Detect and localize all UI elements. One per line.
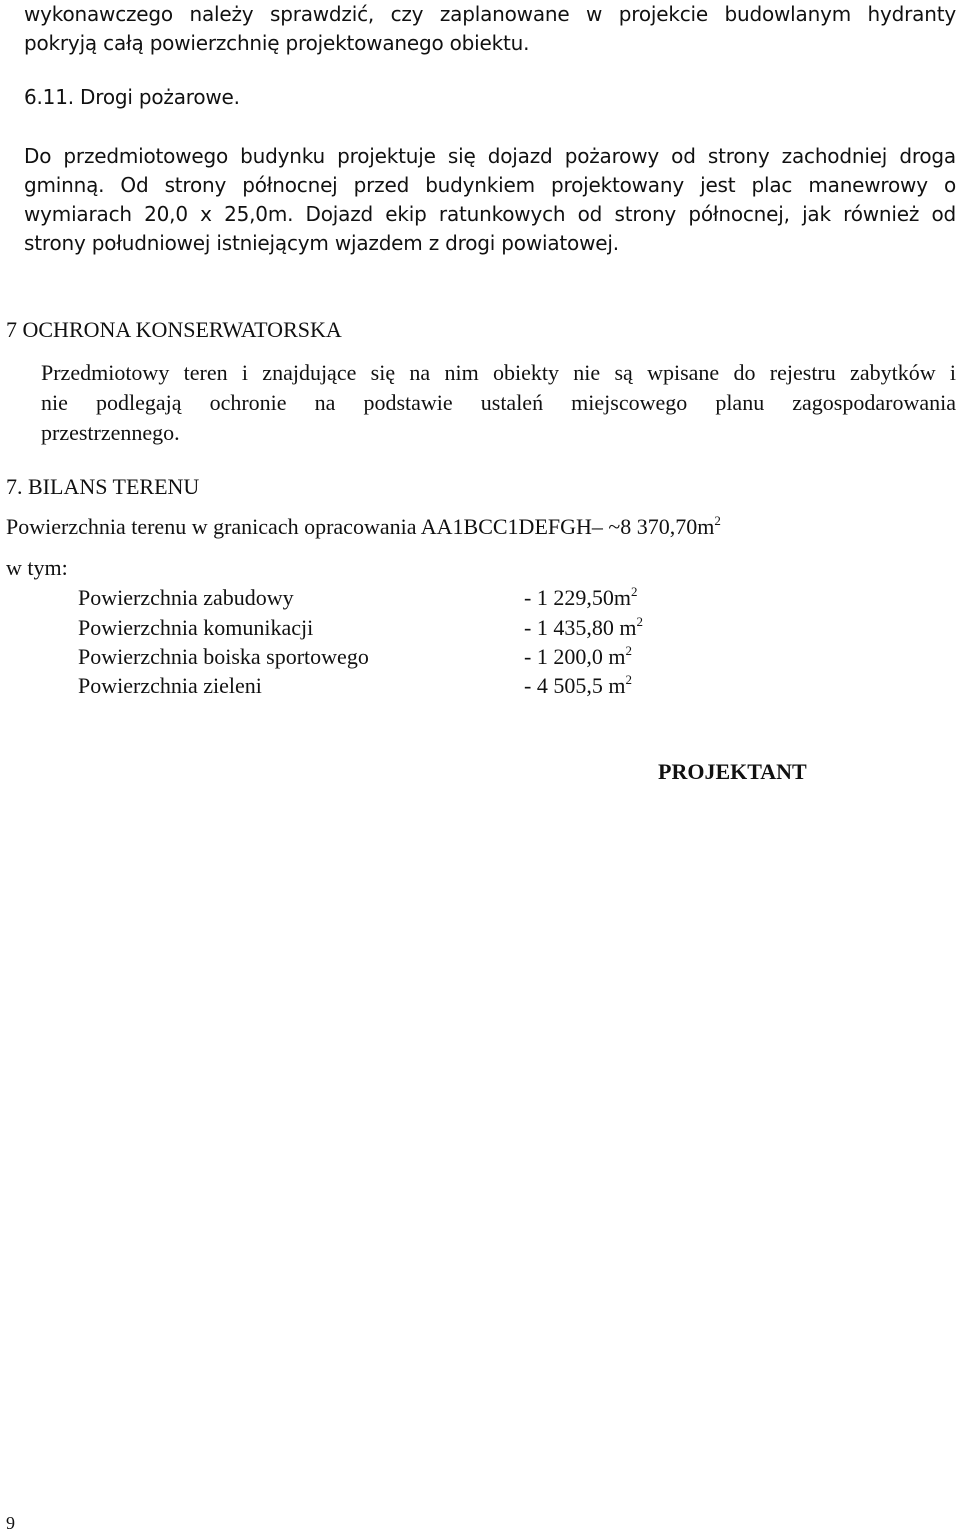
paragraph-line: wymiarach 20,0 x 25,0m. Dojazd ekip ratunkowych od strony północnej, jak również od [24, 202, 956, 226]
area-row [0, 671, 960, 700]
total-area-text: Powierzchnia terenu w granicach opracowania AA1BCC1DEFGH– ~8 370,70m [6, 514, 715, 539]
area-row [0, 642, 960, 671]
paragraph-line: strony południowej istniejącym wjazdem z drogi powiatowej. [24, 231, 619, 255]
area-row [0, 583, 960, 612]
section-heading-ochrona: 7 OCHRONA KONSERWATORSKA [6, 317, 342, 342]
paragraph-line: gminną. Od strony północnej przed budynkiem projektowany jest plac manewrowy o [24, 173, 956, 197]
area-label: Powierzchnia boiska sportowego [78, 644, 369, 669]
w-tym-label: w tym: [6, 555, 68, 580]
paragraph-line: nie podlegają ochronie na podstawie ustaleń miejscowego planu zagospodarowania [41, 390, 956, 415]
area-value: - 1 435,80 $m^2$ [524, 614, 643, 640]
total-area-sup: 2 [714, 513, 721, 528]
page-number: 9 [6, 1513, 15, 1533]
area-value: - 1 200,0 $m^2$ [524, 643, 632, 669]
area-value: - 1 $229,50m^2$ [524, 584, 638, 610]
area-label: Powierzchnia zieleni [78, 673, 262, 698]
signature-label: PROJEKTANT [658, 759, 807, 784]
total-area-line [6, 512, 721, 541]
area-row [0, 613, 960, 642]
section-heading-6-11: 6.11. Drogi pożarowe. [24, 85, 240, 109]
section-heading-bilans: 7. BILANS TERENU [6, 474, 200, 499]
area-label: Powierzchnia zabudowy [78, 585, 294, 610]
paragraph-line: przestrzennego. [41, 420, 180, 445]
area-value: - 4 505,5 $m^2$ [524, 672, 632, 698]
paragraph-line: Przedmiotowy teren i znajdujące się na nim obiekty nie są wpisane do rejestru zabytków i [41, 360, 956, 385]
paragraph-line: wykonawczego należy sprawdzić, czy zaplanowane w projekcie budowlanym hydranty [24, 2, 956, 26]
area-label: Powierzchnia komunikacji [78, 615, 314, 640]
paragraph-line: pokryją całą powierzchnię projektowanego obiektu. [24, 31, 530, 55]
paragraph-line: Do przedmiotowego budynku projektuje się dojazd pożarowy od strony zachodniej droga [24, 144, 956, 168]
